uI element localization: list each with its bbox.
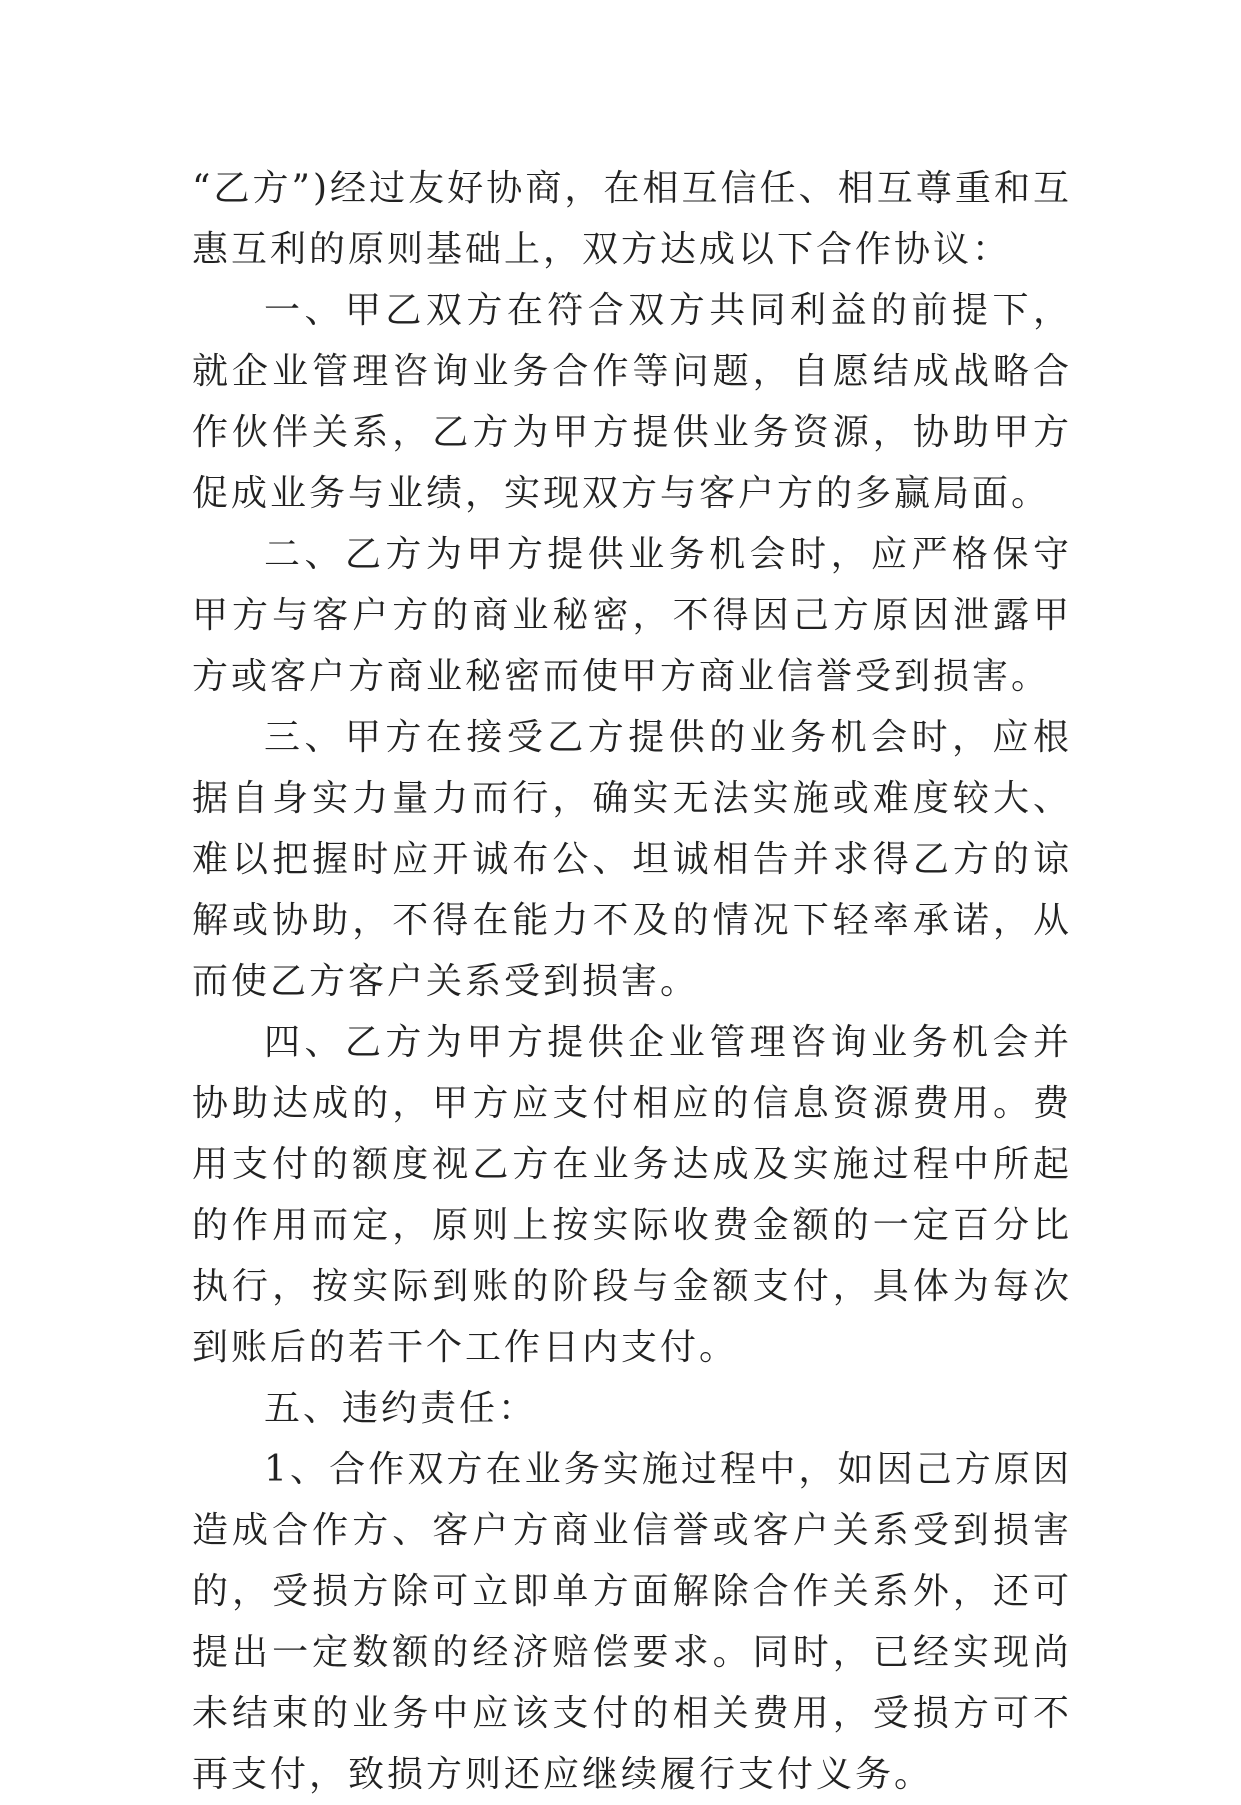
paragraph-clause-1: 一、甲乙双方在符合双方共同利益的前提下，就企业管理咨询业务合作等问题，自愿结成战略合作伙伴关系，乙方为甲方提供业务资源，协助甲方促成业务与业绩，实现双方与客户方的多赢局面。 xyxy=(192,290,1072,514)
paragraph-clause-5-heading: 五、违约责任： xyxy=(264,1388,538,1429)
paragraph-clause-2: 二、乙方为甲方提供业务机会时，应严格保守甲方与客户方的商业秘密，不得因己方原因泄露甲方或客户方商业秘密而使甲方商业信誉受到损害。 xyxy=(192,534,1072,697)
paragraph-clause-3: 三、甲方在接受乙方提供的业务机会时，应根据自身实力量力而行，确实无法实施或难度较大、难以把握时应开诚布公、坦诚相告并求得乙方的谅解或协助，不得在能力不及的情况下轻率承诺，从而使乙方客户关系受到损害。 xyxy=(192,717,1072,1002)
paragraph-clause-5-item-1: 1、合作双方在业务实施过程中，如因己方原因造成合作方、客户方商业信誉或客户关系受到损害的，受损方除可立即单方面解除合作关系外，还可提出一定数额的经济赔偿要求。同时，已经实现尚未结束的业务中应该支付的相关费用，受损方可不再支付，致损方则还应继续履行支付义务。 xyxy=(192,1449,1072,1795)
paragraph-intro-continuation: “乙方”)经过友好协商，在相互信任、相互尊重和互惠互利的原则基础上，双方达成以下合作协议： xyxy=(192,168,1072,270)
paragraph-clause-4: 四、乙方为甲方提供企业管理咨询业务机会并协助达成的，甲方应支付相应的信息资源费用。费用支付的额度视乙方在业务达成及实施过程中所起的作用而定，原则上按实际收费金额的一定百分比执行，按实际到账的阶段与金额支付，具体为每次到账后的若干个工作日内支付。 xyxy=(192,1022,1072,1368)
agreement-body xyxy=(192,158,1072,1805)
